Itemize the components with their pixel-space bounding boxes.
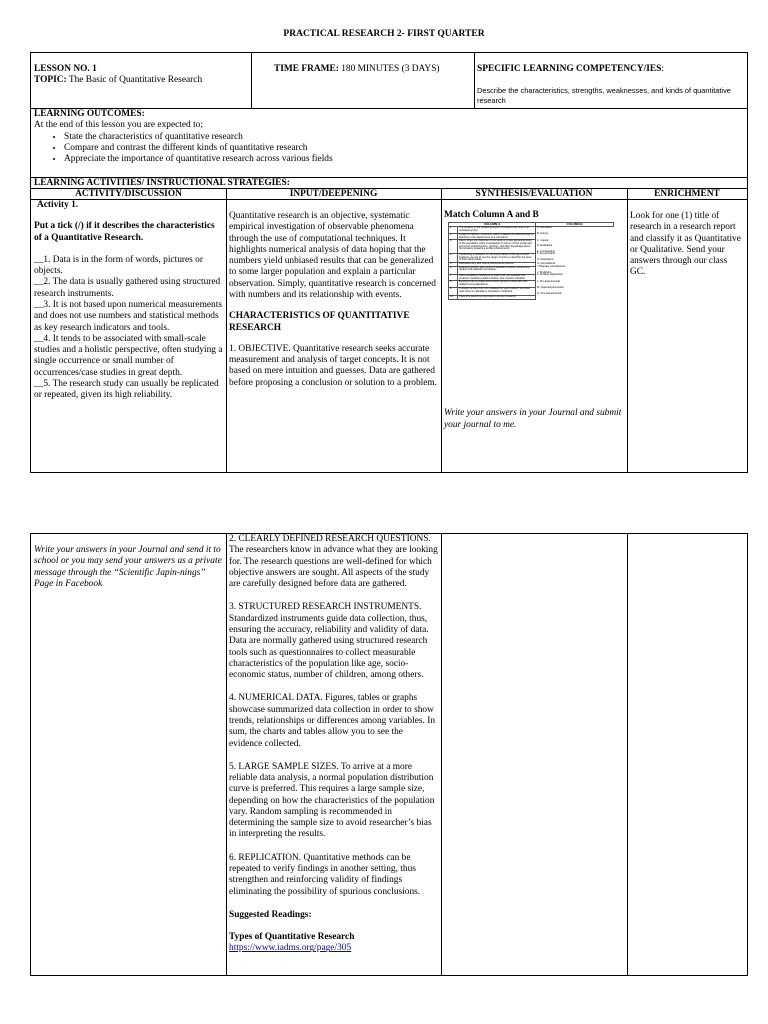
outcome-item: • Appreciate the importance of quantitative research across various fields xyxy=(64,154,744,165)
synthesis-note: Write your answers in your Journal and submit your journal to me. xyxy=(444,408,622,430)
learning-outcomes-heading: LEARNING OUTCOMES: xyxy=(34,109,145,119)
column-b-item: H. Correlational xyxy=(536,263,614,267)
column-a-item: Upon this seems synonymous to survey research. xyxy=(458,295,536,299)
topic-line xyxy=(34,75,248,86)
characteristic-numerical-data: 4. NUMERICAL DATA. Figures, tables or graphs showcase summarized data collection in order to show trends, relationships or differences among variables. In sum, the charts and tables allow you to see the evidence collected. xyxy=(229,693,436,749)
column-a-header: COLUMN A xyxy=(449,223,536,227)
activity-instruction: Put a tick (/) if it describes the characteristics of a Quantitative Research. xyxy=(34,221,215,243)
column-b-item: A. Normative xyxy=(536,227,614,233)
column-header-input: INPUT/DEEPENING xyxy=(226,188,442,200)
column-a-item: Selecting groups, upon which a variable is tested, without any random pre-selection processes. xyxy=(458,266,536,274)
time-frame-value: 180 MINUTES (3 DAYS) xyxy=(341,64,440,74)
column-b-item: B. Survey xyxy=(536,233,614,239)
time-frame-label: TIME FRAME: xyxy=(274,64,339,74)
match-table xyxy=(448,222,614,380)
enrichment-cell-page2 xyxy=(627,533,748,976)
activity-item: __2. The data is usually gathered using structured research instruments. xyxy=(34,277,221,299)
characteristics-heading: CHARACTERISTICS OF QUANTITATIVE RESEARCH xyxy=(229,311,410,333)
characteristic-objective: 1. OBJECTIVE. Quantitative research seeks accurate measurement and analysis of target concepts. It is not based on mere intuition and guesses. Data are gathered before proposing a conclusion or solution to a problem. xyxy=(229,343,438,388)
synthesis-cell-page2 xyxy=(441,533,628,976)
column-a-item: The position of the treated groups is compared with that of an untreated group. xyxy=(458,227,536,233)
time-frame-cell xyxy=(251,52,475,109)
column-header-enrichment: ENRICHMENT xyxy=(627,188,748,200)
characteristic-questions: 2. CLEARLY DEFINED RESEARCH QUESTIONS. The researchers know in advance what they are looking for. The research questions are well-defined for which objective answers are sought. All aspects of the study are carefully designed before data are gathered. xyxy=(229,534,438,590)
column-a-item: Employs both a treated and control groups to deal with inter-related rival explanations. xyxy=(458,281,536,287)
input-intro: Quantitative research is an objective, systematic empirical investigation of observable phenomena through the use of computational techniques. It highlights numerical analysis of data hoping that the numbers yield unbiased results that can be generalized to some larger population and explain a particular observation. Simply, quantitative research is concerned with numbers and its relationship with events. xyxy=(229,211,436,300)
activity-cell xyxy=(30,199,227,473)
column-header-synthesis: SYNTHESIS/EVALUATION xyxy=(441,188,628,200)
competency-colon: : xyxy=(661,64,665,74)
activity-cell-page2 xyxy=(30,533,227,976)
activity-item: __1. Data is in the form of words, pictures or objects. xyxy=(34,254,203,277)
activity-page2-note: Write your answers in your Journal and send it to school or you may send your answers as a private message through the “Scientific Japin-nings” Page in Facebook xyxy=(34,545,222,589)
characteristic-sample-sizes: 5. LARGE SAMPLE SIZES. To arrive at a more reliable data analysis, a normal population distribution curve is preferred. This requires a large sample size, depending on how the characteristics of the population vary. Random sampling is recommended in determining the sample size to avoid researcher’s bias in interpreting the results. xyxy=(229,761,435,840)
synthesis-cell xyxy=(441,199,628,473)
characteristic-replication: 6. REPLICATION. Quantitative methods can be repeated to verify findings in another setting, thus strengthen and reinforcing validity of findings eliminating the possibility of spurious conclusions. xyxy=(229,852,421,897)
topic-label: TOPIC: xyxy=(34,75,67,86)
activity-item: __3. It is not based upon numerical measurements and does not use numbers and statistical methods as key research indicators and tools. xyxy=(34,299,222,333)
column-b-item: C. Causal D. Evaluative E. Comparative xyxy=(536,240,614,254)
activities-heading: LEARNING ACTIVITIES/ INSTRUCTIONAL STRATEGIES: xyxy=(34,178,290,188)
column-b-item: K. Multiple Regression xyxy=(536,274,614,280)
lesson-cell xyxy=(30,52,252,109)
activity-item: __5. The research study can usually be replicated or repeated, given its high reliability. xyxy=(34,378,219,401)
topic-value: The Basic of Quantitative Research xyxy=(68,75,203,86)
column-a-item: Conducting a research on the study habits of the high school students you are to use the range of score to describe the level of their study habits. xyxy=(458,253,536,262)
column-b-header: COLUMN B xyxy=(536,223,614,227)
activity-title: Activity 1. xyxy=(37,200,79,210)
input-cell xyxy=(226,199,442,473)
page-title: PRACTICAL RESEARCH 2- FIRST QUARTER xyxy=(283,29,485,39)
suggested-readings-heading: Suggested Readings: xyxy=(229,909,312,920)
column-b-item: I. Bivariate Correlational J. Prediction xyxy=(536,266,614,274)
competency-label: SPECIFIC LEARNING COMPETENCY/IES xyxy=(477,64,662,74)
column-a-item: Uses correlation coefficient to show how one variable (the predictor variable) predicts another (the criterion variable). xyxy=(458,274,536,280)
competency-value: Describe the characteristics, strengths, weaknesses, and kinds of quantitative research xyxy=(477,86,731,105)
types-heading: Types of Quantitative Research xyxy=(229,932,355,943)
column-a-item: Discusses why and how a phenomenon occurs. xyxy=(458,263,536,267)
lesson-number: LESSON NO. 1 xyxy=(34,64,97,74)
column-b-item: M. Quasi-Experimental N. True Experimental xyxy=(536,287,614,295)
activity-item: __4. It tends to be associated with small-scale studies and a holistic perspective, often studying a single occurrence or small number of occurrences/case studies in great depth. xyxy=(34,333,223,378)
match-columns-table: COLUMN A COLUMN B 1. The position of the treated groups is compared with that of an untreated group. A. Normative 2. A task of children in school is used to assess the effectiveness of teaching in the deployment of a curriculum. B. Survey 3. Useful when the objective of the study is to see general amount of the population under investigation in terms of their social and economic characteristics, opinions, and their knowledge about the behavior towards a certain phenomenon. C. Causal D. Evaluative E. Comparative 4. Conducting a research on the study habits of the high school students you are to use the range of score to describe the level of their study habits. F. Ex-post-facto G. Descriptive 5. Discusses why and how a phenomenon occurs. H. Correlational 6. Selecting groups, upon which a variable is tested, without any random pre-selection processes. I. Bivariate Correlational J. Prediction 7. Uses correlation coefficient to show how one variable (the predictor variable) predicts another (the criterion variable). K. Multiple Regression 8. Employs both a treated and control groups to deal with inter-related rival explanations. L. Pre-Experimental 9. It obtains scores from two variables for each subject, and then uses them to calculate a correlation coefficient. M. Quasi-Experimental N. True Experimental 10. Upon this seems synonymous to survey research. xyxy=(448,222,614,299)
match-title: Match Column A and B xyxy=(444,210,539,220)
input-cell-page2 xyxy=(226,533,442,976)
learning-outcomes-intro: At the end of this lesson you are expected to; xyxy=(34,120,203,131)
reading-link[interactable]: https://www.iadms.org/page/305 xyxy=(229,943,352,954)
enrichment-cell xyxy=(627,199,748,473)
column-a-item: Useful when the objective of the study is to see general amount of the population under investigation in terms of their social and economic characteristics, opinions, and their knowledge about the behavior towards a certain phenomenon. xyxy=(458,240,536,254)
enrichment-text: Look for one (1) title of research in a research report and classify it as Quantitative or Qualitative. Send your answers through our class GC. xyxy=(630,211,741,278)
column-a-item: It obtains scores from two variables for each subject, and then uses them to calculate a correlation coefficient. xyxy=(458,287,536,295)
column-b-item: F. Ex-post-facto G. Descriptive xyxy=(536,253,614,262)
column-header-activity: ACTIVITY/DISCUSSION xyxy=(30,188,227,200)
outcome-item: • Compare and contrast the different kinds of quantitative research xyxy=(64,143,744,154)
column-a-item: A task of children in school is used to assess the effectiveness of teaching in the deployment of a curriculum. xyxy=(458,233,536,239)
competency-cell xyxy=(474,52,748,109)
outcome-item: • State the characteristics of quantitative research xyxy=(64,132,744,143)
learning-outcomes xyxy=(30,108,748,178)
column-b-item: L. Pre-Experimental xyxy=(536,281,614,287)
characteristic-instruments: 3. STRUCTURED RESEARCH INSTRUMENTS. Standardized instruments guide data collection, thus, ensuring the accuracy, reliability and validity of data. Data are normally gathered using structured research tools such as questionnaires to collect measurable characteristics of the population like age, socio-economic status, number of children, among others. xyxy=(229,602,429,681)
